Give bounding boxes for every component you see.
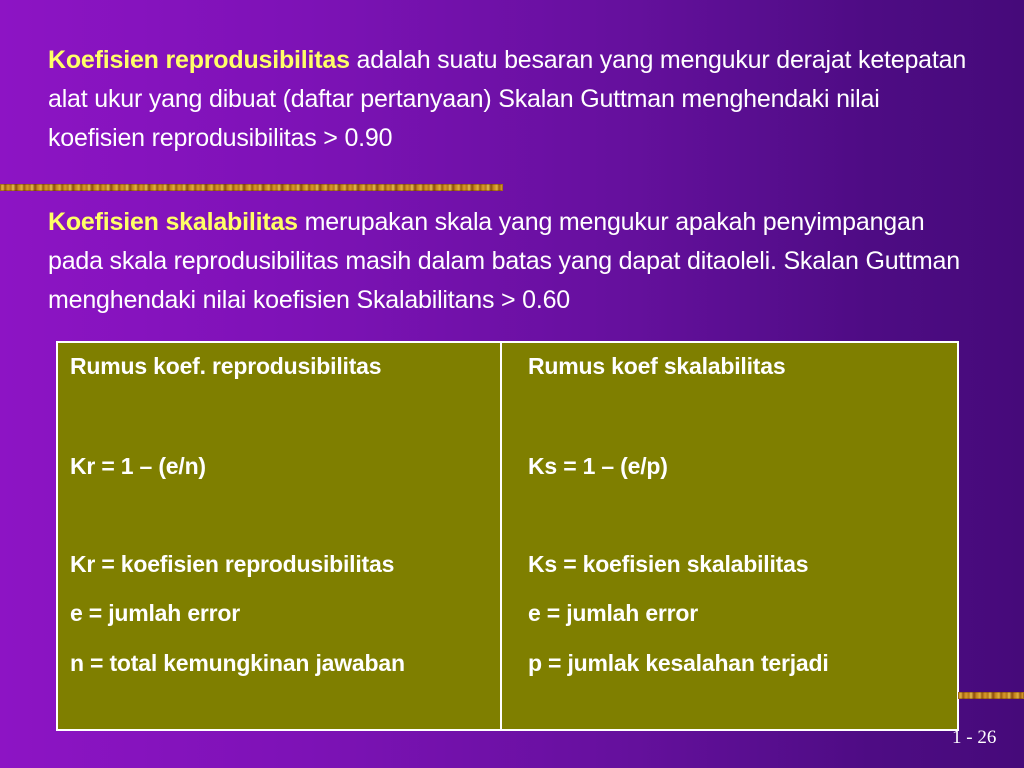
reproducibility-paragraph (48, 41, 978, 158)
reproducibility-definition-e: e = jumlah error (70, 600, 241, 626)
formula-table (56, 341, 959, 731)
reproducibility-formula-heading: Rumus koef. reprodusibilitas (70, 353, 382, 379)
page-number: 1 - 26 (952, 727, 997, 748)
scalability-definition-ks: Ks = koefisien skalabilitas (528, 551, 809, 577)
scalability-description: merupakan skala yang mengukur apakah penyimpangan pada skala reprodusibilitas masih dalam batas yang dapat ditaoleli. Skalan Guttman menghendaki nilai koefisien Skalabilitans > 0.60 (48, 208, 960, 314)
decorative-corner-bar (958, 692, 1024, 699)
reproducibility-description: adalah suatu besaran yang mengukur derajat ketepatan alat ukur yang dibuat (daftar pertanyaan) Skalan Guttman menghendaki nilai koefisien reprodusibilitas > 0.90 (48, 46, 967, 152)
reproducibility-formula-cell (57, 342, 501, 730)
reproducibility-formula: Kr = 1 – (e/n) (70, 453, 206, 479)
reproducibility-term: Koefisien reprodusibilitas (48, 46, 350, 74)
reproducibility-definition-n: n = total kemungkinan jawaban (70, 650, 405, 676)
reproducibility-definition-kr: Kr = koefisien reprodusibilitas (70, 551, 395, 577)
scalability-formula: Ks = 1 – (e/p) (528, 453, 668, 479)
scalability-definition-p: p = jumlak kesalahan terjadi (528, 650, 829, 676)
scalability-formula-cell (501, 342, 958, 730)
scalability-term: Koefisien skalabilitas (48, 208, 298, 236)
scalability-formula-heading: Rumus koef skalabilitas (528, 353, 786, 379)
table-row (57, 342, 958, 730)
scalability-paragraph (48, 203, 978, 320)
scalability-definition-e: e = jumlah error (528, 600, 699, 626)
decorative-divider-bar (0, 184, 503, 191)
